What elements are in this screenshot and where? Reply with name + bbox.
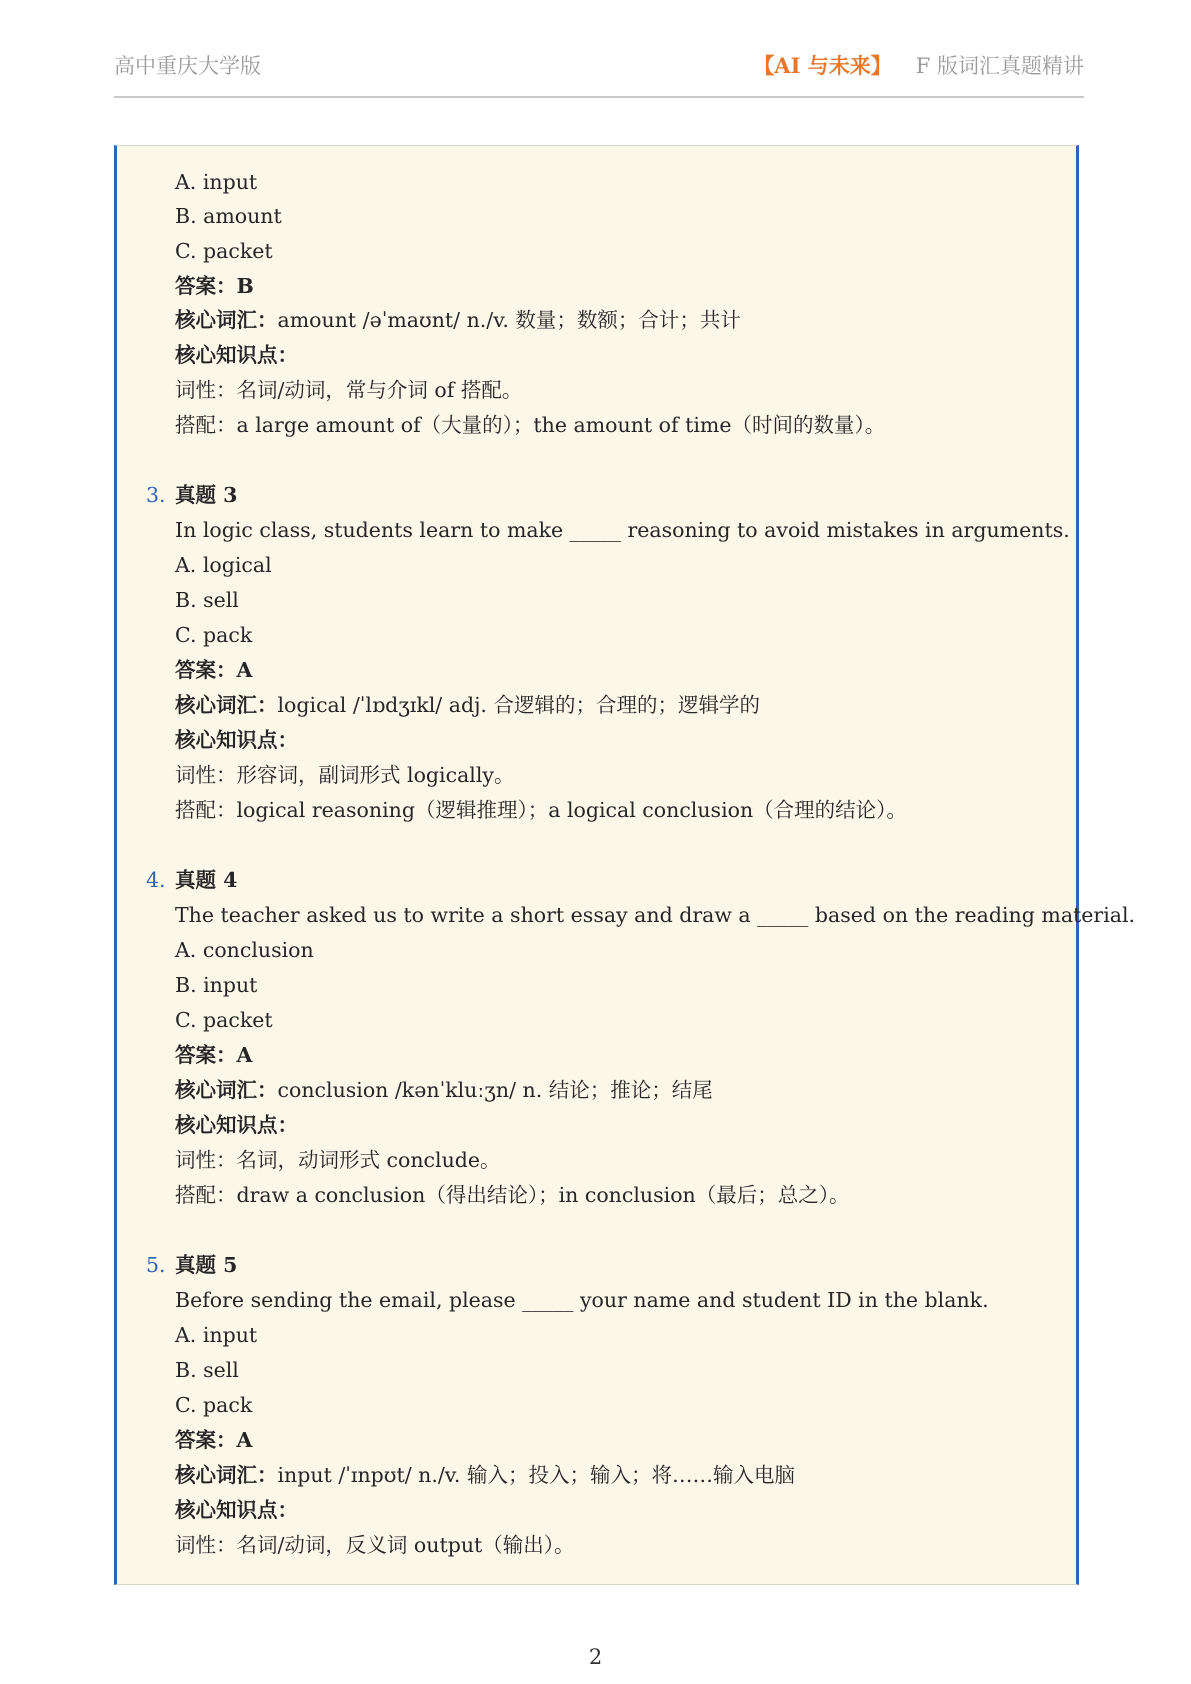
q4-answer	[175, 1040, 252, 1070]
answer-value: A	[236, 1428, 253, 1452]
q3-pos: 词性：形容词，副词形式 logically。	[175, 763, 515, 787]
q4-collocation: 搭配：draw a conclusion（得出结论）；in conclusion（最后；总之）。	[175, 1183, 850, 1207]
q2-points-label: 核心知识点：	[175, 343, 298, 367]
q3-option-a: A. logical	[175, 553, 272, 577]
q5-stem: Before sending the email, please _____ your name and student ID in the blank.	[175, 1288, 989, 1312]
vocab-label: 核心词汇：	[175, 693, 278, 717]
header-subtitle: F 版词汇真题精讲	[915, 54, 1084, 78]
answer-value: B	[236, 274, 254, 298]
q3-answer	[175, 655, 252, 685]
q4-pos: 词性：名词，动词形式 conclude。	[175, 1148, 501, 1172]
answer-label: 答案：	[175, 658, 237, 682]
header-right	[753, 50, 1084, 80]
q2-answer	[175, 271, 254, 301]
q2-pos: 词性：名词/动词，常与介词 of 搭配。	[175, 378, 523, 402]
header-left-title: 高中重庆大学版	[114, 54, 261, 78]
q5-option-c: C. pack	[175, 1393, 253, 1417]
q4-points-label: 核心知识点：	[175, 1113, 298, 1137]
q3-number: 3.	[146, 483, 166, 507]
q4-option-c: C. packet	[175, 1008, 273, 1032]
vocab-label: 核心词汇：	[175, 1078, 278, 1102]
answer-value: A	[236, 1043, 253, 1067]
vocab-text: input /ˈɪnpʊt/ n./v. 输入；投入；输入；将……输入电脑	[277, 1463, 795, 1487]
q3-title: 真题 3	[175, 483, 238, 507]
q2-option-a: A. input	[175, 170, 258, 194]
q4-title: 真题 4	[175, 868, 238, 892]
q2-vocab	[175, 305, 741, 335]
q3-points-label: 核心知识点：	[175, 728, 298, 752]
q4-stem: The teacher asked us to write a short essay and draw a _____ based on the reading material.	[175, 903, 1136, 927]
vocab-text: amount /əˈmaʊnt/ n./v. 数量；数额；合计；共计	[277, 308, 741, 332]
q2-option-b: B. amount	[175, 204, 282, 228]
q4-option-a: A. conclusion	[175, 938, 314, 962]
answer-label: 答案：	[175, 1043, 237, 1067]
q4-number: 4.	[146, 868, 166, 892]
q2-collocation: 搭配：a large amount of（大量的）；the amount of time（时间的数量）。	[175, 413, 886, 437]
q5-vocab	[175, 1460, 795, 1490]
header-brand: 【AI 与未来】	[753, 53, 892, 78]
q3-vocab	[175, 690, 760, 720]
vocab-text: logical /ˈlɒdʒɪkl/ adj. 合逻辑的；合理的；逻辑学的	[277, 693, 760, 717]
answer-value: A	[236, 658, 253, 682]
q3-collocation: 搭配：logical reasoning（逻辑推理）；a logical conclusion（合理的结论）。	[175, 798, 907, 822]
q5-pos: 词性：名词/动词，反义词 output（输出）。	[175, 1533, 575, 1557]
vocab-label: 核心词汇：	[175, 1463, 278, 1487]
q5-option-b: B. sell	[175, 1358, 239, 1382]
page-number: 2	[588, 1645, 603, 1669]
q5-answer	[175, 1425, 252, 1455]
q4-vocab	[175, 1075, 713, 1105]
q2-option-c: C. packet	[175, 239, 273, 263]
q5-title: 真题 5	[175, 1253, 238, 1277]
q5-number: 5.	[146, 1253, 166, 1277]
q3-option-b: B. sell	[175, 588, 239, 612]
vocab-label: 核心词汇：	[175, 308, 278, 332]
vocab-text: conclusion /kənˈkluːʒn/ n. 结论；推论；结尾	[277, 1078, 713, 1102]
q5-option-a: A. input	[175, 1323, 258, 1347]
answer-label: 答案：	[175, 274, 237, 298]
q5-points-label: 核心知识点：	[175, 1498, 298, 1522]
q4-option-b: B. input	[175, 973, 258, 997]
answer-label: 答案：	[175, 1428, 237, 1452]
q3-option-c: C. pack	[175, 623, 253, 647]
q3-stem: In logic class, students learn to make _____ reasoning to avoid mistakes in arguments.	[175, 518, 1070, 542]
page-header	[114, 40, 1084, 98]
